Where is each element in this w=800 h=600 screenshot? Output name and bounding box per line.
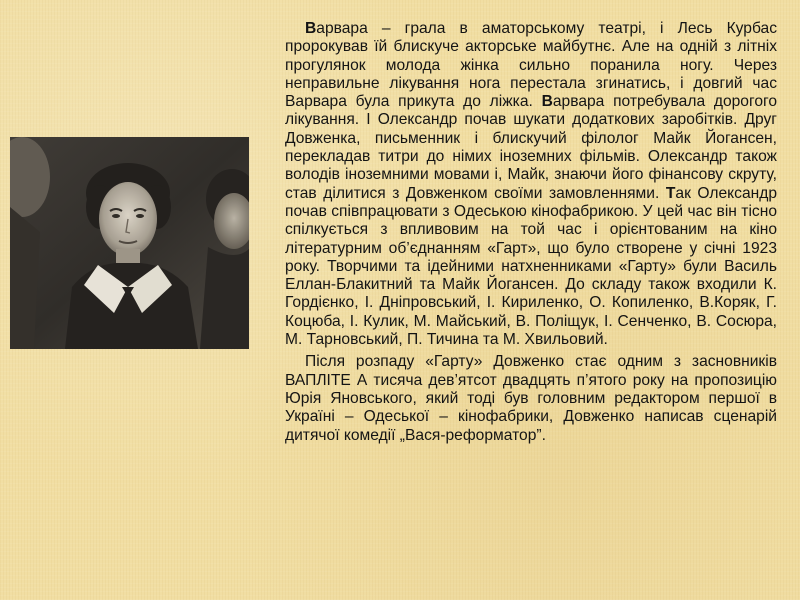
portrait-photo-icon <box>10 137 249 349</box>
sentence-text: арвара потребувала дорогого лікування. І Олександр почав шукати додаткових заробітків. Друг Довженка, письменник і блискучий філолог Майк Йогансен, перекладав титри до німих іноземних фільмів. Олександр також володів іноземними мовами і, Майк, знаючи його фінансову скруту, став ділитися з Довженком своїми замовленнями. <box>285 93 778 202</box>
paragraph-2: Після розпаду «Гарту» Довженко стає одним з засновників ВАПЛІТЕ А тисяча дев’ятсот двадцять п’ятого року на пропозицію Юрія Яновського, який тоді був головним редактором першої в Україні – Одеської – кінофабрики, Довженко написав сценарій дитячої комедії „Вася-реформатор”. <box>285 353 777 444</box>
historical-photo <box>10 137 249 349</box>
drop-letter: Т <box>665 184 676 202</box>
paragraph-1 <box>285 20 777 349</box>
sentence-text: арвара – грала в аматорському театрі, і Лесь Курбас пророкував їй блискуче акторське майбутнє. Але на одній з літніх прогулянок молода жінка сильно поранила ногу. Через неправильне лікування нога перестала згинатись, і довгий час Варвара була прикута до ліжка. <box>285 20 777 111</box>
article-text <box>285 20 777 445</box>
drop-letter: В <box>541 93 553 111</box>
sentence-text: ак Олександр почав співпрацювати з Одеською кінофабрикою. У цей час він тісно спілкується з впливовим на той час і орієнтованим на кіно літературним об’єднанням «Гарт», що було створене у січні 1923 року. Творчими та ідейними натхненниками «Гарту» були Василь Еллан-Блакитний та Майк Йогансен. До складу також входили К. Гордієнко, І. Дніпровський, І. Кириленко, О. Копиленко, В.Коряк, Г. Коцюба, І. Кулик, М. Майський, В. Поліщук, І. Сенченко, В. Сосюра, М. Тарновський, П. Тичина та М. Хвильовий. <box>285 184 778 349</box>
drop-letter: В <box>305 20 317 37</box>
